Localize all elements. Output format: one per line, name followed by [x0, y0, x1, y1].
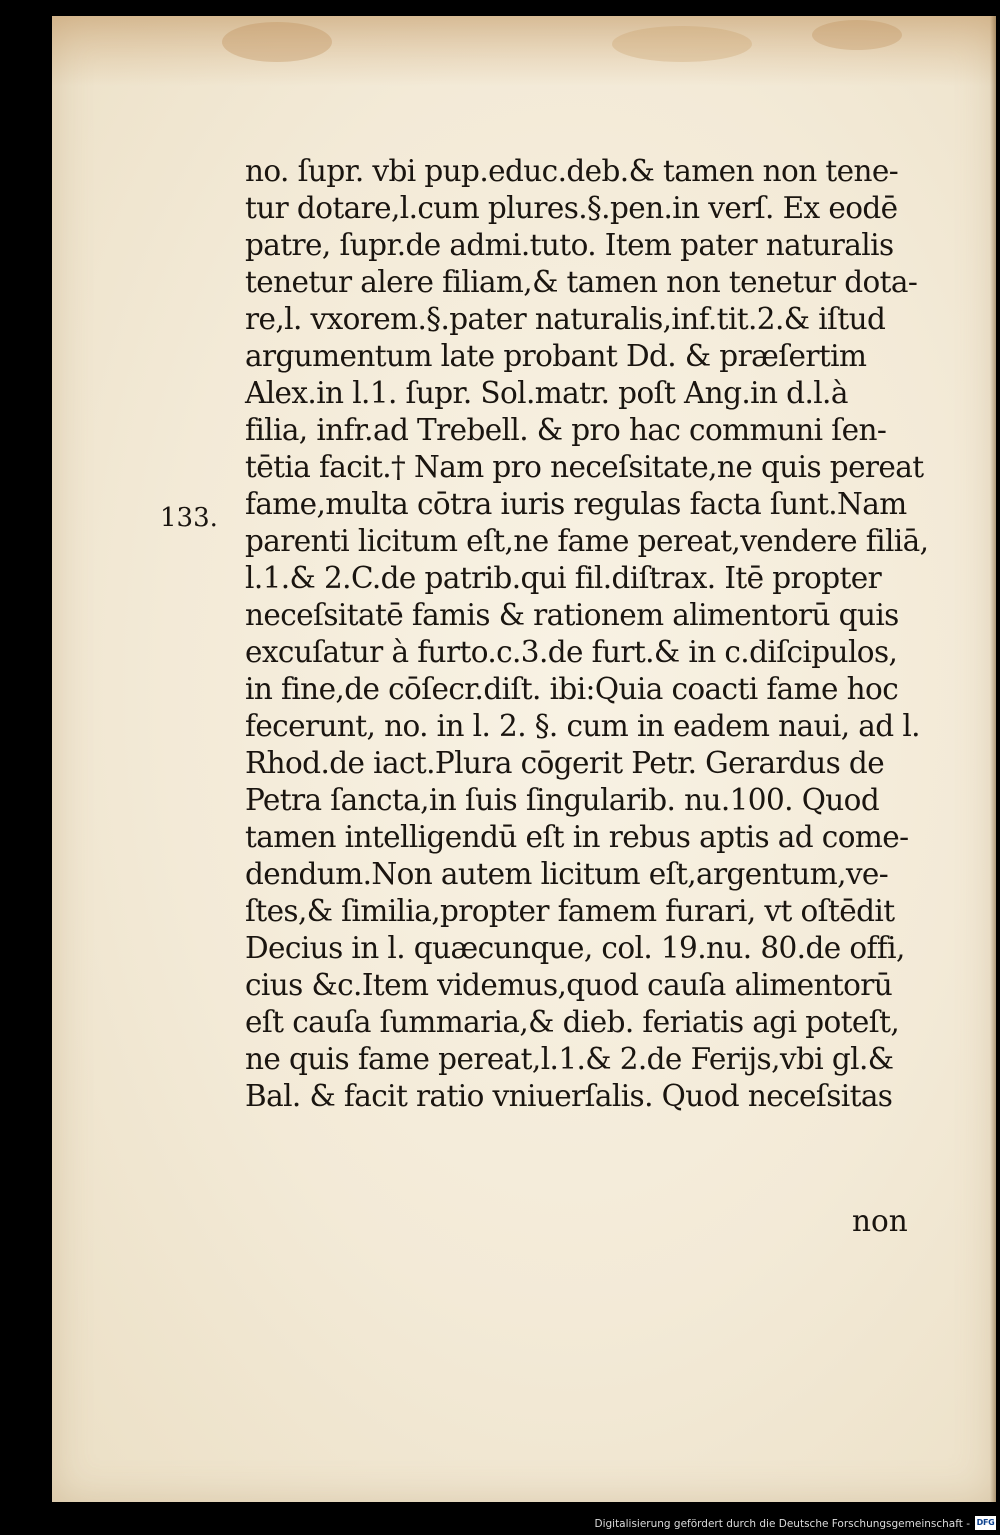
- text-line: Rhod.de iact.Plura cōgerit Petr. Gerardus de: [245, 746, 885, 780]
- text-line: ne quis fame pereat,l.1.& 2.de Ferijs,vbi gl.&: [245, 1042, 894, 1076]
- text-line: excuſatur à furto.c.3.de furt.& in c.diſcipulos,: [245, 635, 898, 669]
- text-line: tur dotare,l.cum plures.§.pen.in verſ. Ex eodē: [245, 191, 898, 225]
- text-line: re,l. vxorem.§.pater naturalis,inf.tit.2.& iſtud: [245, 302, 886, 336]
- text-line: tenetur alere filiam,& tamen non tenetur dota-: [245, 265, 918, 299]
- text-line: patre, ſupr.de admi.tuto. Item pater naturalis: [245, 228, 894, 262]
- stain-spot: [812, 20, 902, 50]
- text-line: cius &c.Item videmus,quod cauſa alimentorū: [245, 968, 893, 1002]
- text-line: no. ſupr. vbi pup.educ.deb.& tamen non tene-: [245, 154, 899, 188]
- text-line: eſt cauſa ſummaria,& dieb. feriatis agi poteſt,: [245, 1005, 900, 1039]
- text-line: in fine,de cōſecr.diſt. ibi:Quia coacti fame hoc: [245, 672, 899, 706]
- body-text: [245, 153, 945, 1115]
- margin-note-number: 133.: [160, 503, 218, 533]
- footer-credit: Digitalisierung gefördert durch die Deutsche Forschungsgemeinschaft -: [594, 1518, 970, 1530]
- catchword: non: [852, 1204, 908, 1238]
- text-line: ſtes,& ſimilia,propter famem furari, vt oſtēdit: [245, 894, 895, 928]
- stain-spot: [612, 26, 752, 62]
- text-line: fame,multa cōtra iuris regulas facta ſunt.Nam: [245, 487, 907, 521]
- text-line: Decius in l. quæcunque, col. 19.nu. 80.de offi,: [245, 931, 905, 965]
- text-line: l.1.& 2.C.de patrib.qui fil.diſtrax. Itē propter: [245, 561, 882, 595]
- text-line: tamen intelligendū eſt in rebus aptis ad come-: [245, 820, 909, 854]
- text-line: Petra ſancta,in ſuis ſingularib. nu.100. Quod: [245, 783, 880, 817]
- text-line: Alex.in l.1. ſupr. Sol.matr. poſt Ang.in d.l.à: [245, 376, 848, 410]
- text-line: parenti licitum eſt,ne fame pereat,vendere filiā,: [245, 524, 929, 558]
- dfg-logo-icon: DFG: [975, 1516, 996, 1530]
- text-line: fecerunt, no. in l. 2. §. cum in eadem naui, ad l.: [245, 709, 920, 743]
- page-edge-shadow: [990, 16, 996, 1502]
- text-line: filia, infr.ad Trebell. & pro hac communi ſen-: [245, 413, 887, 447]
- text-line: tētia facit.† Nam pro neceſsitate,ne quis pereat: [245, 450, 924, 484]
- text-line: argumentum late probant Dd. & præſertim: [245, 339, 867, 373]
- text-line: Bal. & facit ratio vniuerſalis. Quod neceſsitas: [245, 1079, 893, 1113]
- text-line: dendum.Non autem licitum eſt,argentum,ve-: [245, 857, 889, 891]
- text-line: neceſsitatē famis & rationem alimentorū quis: [245, 598, 899, 632]
- stain-spot: [222, 22, 332, 62]
